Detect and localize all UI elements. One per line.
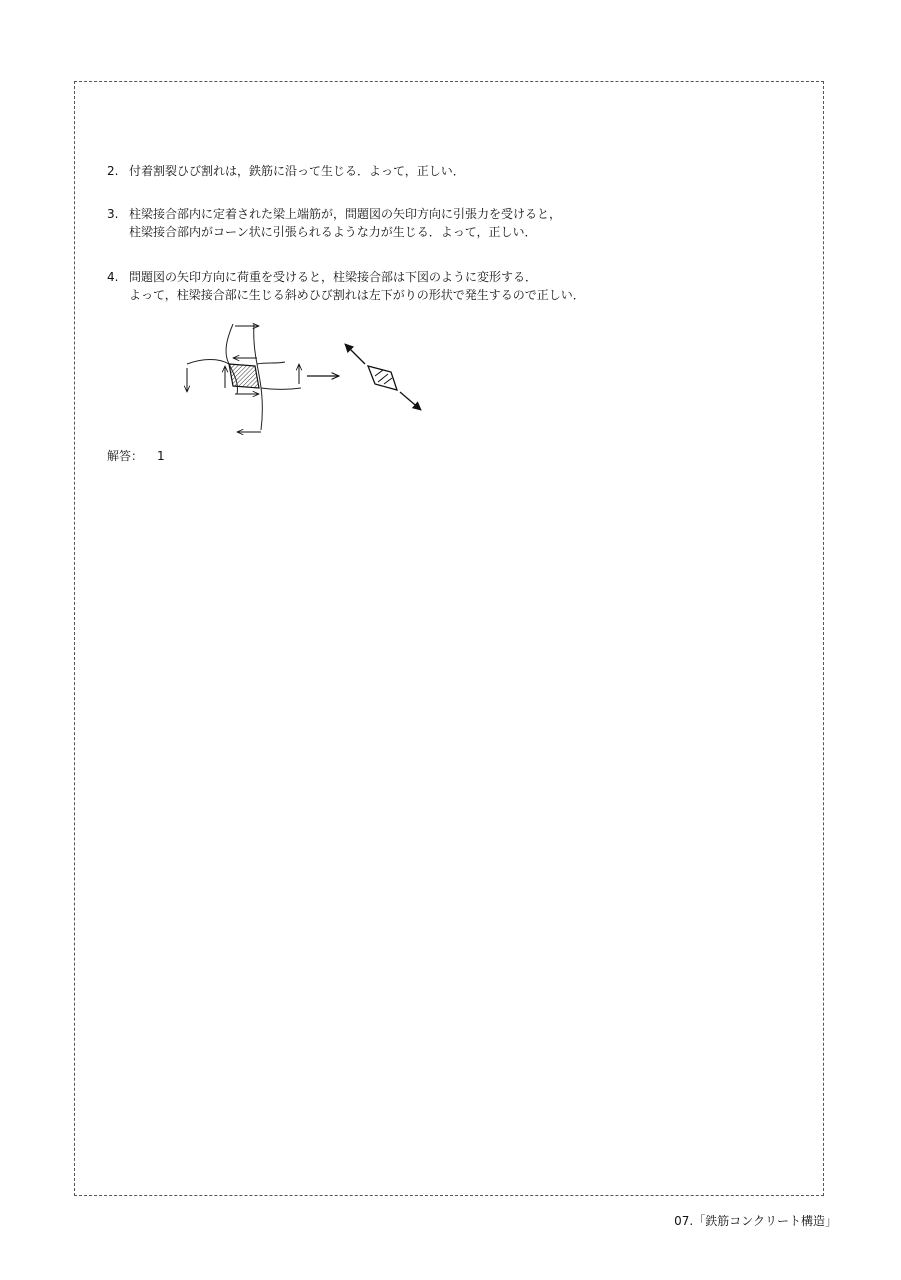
joint-panel [229, 364, 259, 388]
answer-line [107, 447, 165, 465]
item-text-line-1: 問題図の矢印方向に荷重を受けると，柱梁接合部は下図のように変形する． [129, 270, 538, 284]
explanation-item-4 [107, 268, 585, 304]
item-number: 2. [107, 164, 119, 178]
force-arrows [187, 326, 339, 432]
beam-top-edge [187, 360, 229, 365]
item-text-line-2: 柱梁接合部内がコーン状に引張られるような力が生じる．よって，正しい． [129, 225, 537, 239]
item-text-line-2: よって，柱梁接合部に生じる斜めひび割れは左下がりの形状で発生するので正しい． [129, 288, 585, 302]
tension-arrow-upper-left [345, 344, 365, 364]
deformed-panel-result [345, 344, 421, 410]
item-text-line-1: 柱梁接合部内に定着された梁上端筋が，問題図の矢印方向に引張力を受けると， [129, 207, 562, 221]
joint-deformation-diagram [175, 318, 435, 440]
beam-right-top [257, 362, 285, 364]
item-text-line-1: 付着割裂ひび割れは，鉄筋に沿って生じる．よって，正しい． [129, 164, 465, 178]
answer-label: 解答： [107, 449, 144, 463]
explanation-item-2 [107, 162, 465, 180]
item-number: 3. [107, 207, 119, 221]
item-number: 4. [107, 270, 119, 284]
explanation-item-3 [107, 205, 561, 241]
page-border [74, 81, 824, 1196]
answer-value: 1 [157, 449, 165, 463]
page-footer: 07.「鉄筋コンクリート構造」 [674, 1214, 837, 1228]
tension-arrow-lower-right [400, 392, 421, 410]
beam-bottom-edge [261, 388, 301, 390]
